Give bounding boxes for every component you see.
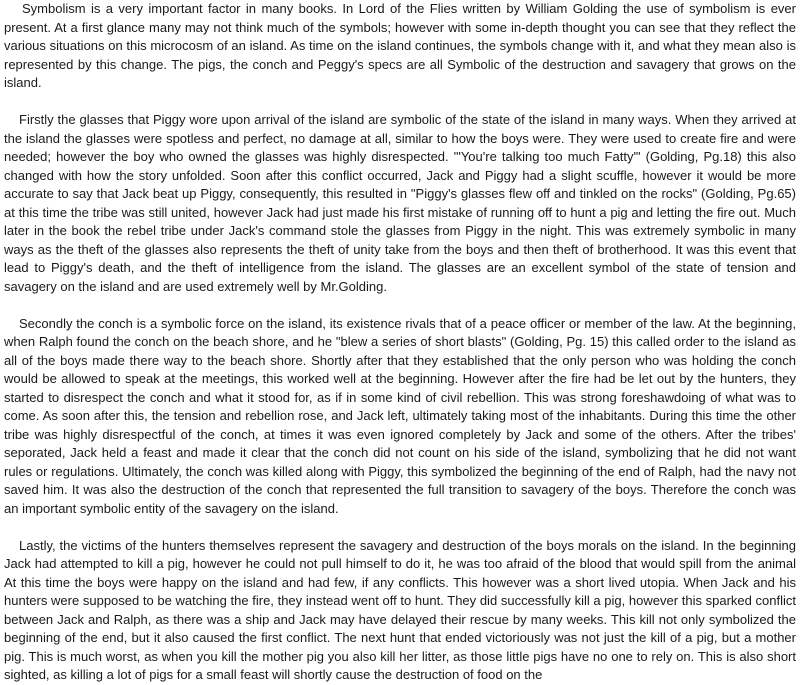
paragraph-hunters: Lastly, the victims of the hunters themselves represent the savagery and destruction of the boys morals on the island. In the beginning Jack had attempted to kill a pig, however he could not pull himself to do it, he was too afraid of the blood that would spill from the animal At this time the boys were happy on the island and had few, if any conflicts. This however was a short lived utopia. When Jack and his hunters were supposed to be watching the fire, they instead went off to hunt. They did successfully kill a pig, however this sparked conflict between Jack and Ralph, as there was a ship and Jack may have delayed their rescue by many weeks. This kill not only symbolized the beginning of the end, but it also caused the first conflict. The next hunt that ended victoriously was not just the kill of a pig, but a mother pig. This is much worst, as when you kill the mother pig you also kill her litter, as those little pigs have no one to rely on. This is also short sighted, as killing a lot of pigs for a small feast will shortly cause the destruction of food on the — [4, 537, 796, 682]
paragraph-introduction: Symbolism is a very important factor in many books. In Lord of the Flies written by William Golding the use of symbolism is ever present. At a first glance many may not think much of the symbols; however with some in-depth thought you can see that they reflect the various situations on this microcosm of an island. As time on the island continues, the symbols change with it, and what they mean also is represented by this change. The pigs, the conch and Peggy's specs are all Symbolic of the destruction and savagery that grows on the island. — [4, 1, 796, 90]
paragraph-glasses: Firstly the glasses that Piggy wore upon arrival of the island are symbolic of the state of the island in many ways. When they arrived at the island the glasses were spotless and perfect, no damage at all, similar to how the boys were. They were used to create fire and were needed; however the boy who owned the glasses was highly disrespected. "'You're talking too much Fatty'" (Golding, Pg.18) this also changed with how the story unfolded. Soon after this conflict occurred, Jack and Piggy had a slight scuffle, however it would be more accurate to say that Jack beat up Piggy, consequently, this resulted in "Piggy's glasses flew off and tinkled on the rocks" (Golding, Pg.65) at this time the tribe was still united, however Jack had just made his first mistake of running off to hunt a pig and letting the fire out. Much later in the book the rebel tribe under Jack's command stole the glasses from Piggy in the night. This was extremely symbolic in many ways as the theft of the glasses also represents the theft of unity take from the boys and then theft of brotherhood. It was this event that lead to Piggy's death, and the theft of intelligence from the island. The glasses are an excellent symbol of the state of tension and savagery on the island and are used extremely well by Mr.Golding. — [4, 112, 796, 294]
paragraph-conch: Secondly the conch is a symbolic force on the island, its existence rivals that of a peace officer or member of the law. At the beginning, when Ralph found the conch on the beach shore, and he "blew a series of short blasts" (Golding, Pg. 15) this called order to the island as all of the boys made there way to the beach shore. Shortly after that they established that the only person who was holding the conch would be allowed to speak at the meetings, this worked well at the beginning. However after the fire had be let out by the hunters, they started to disrespect the conch and what it stood for, as if in some kind of civil rebellion. This was strong foreshawdoing of what was to come. As soon after this, the tension and rebellion rose, and Jack left, ultimately taking most of the inhabitants. During this time the other tribe was highly disrespectful of the conch, at times it was even ignored completely by Jack and some of the others. After the tribes' seporated, Jack held a feast and made it clear that the conch did not count on his side of the island, symbolizing that he did not want rules or regulations. Ultimately, the conch was killed along with Piggy, this symbolized the beginning of the end of Ralph, had the navy not saved him. It was also the destruction of the conch that represented the full transition to savagery of the boys. Therefore the conch was an important symbolic entity of the savagery on the island. — [4, 315, 796, 516]
essay-document — [4, 0, 796, 685]
